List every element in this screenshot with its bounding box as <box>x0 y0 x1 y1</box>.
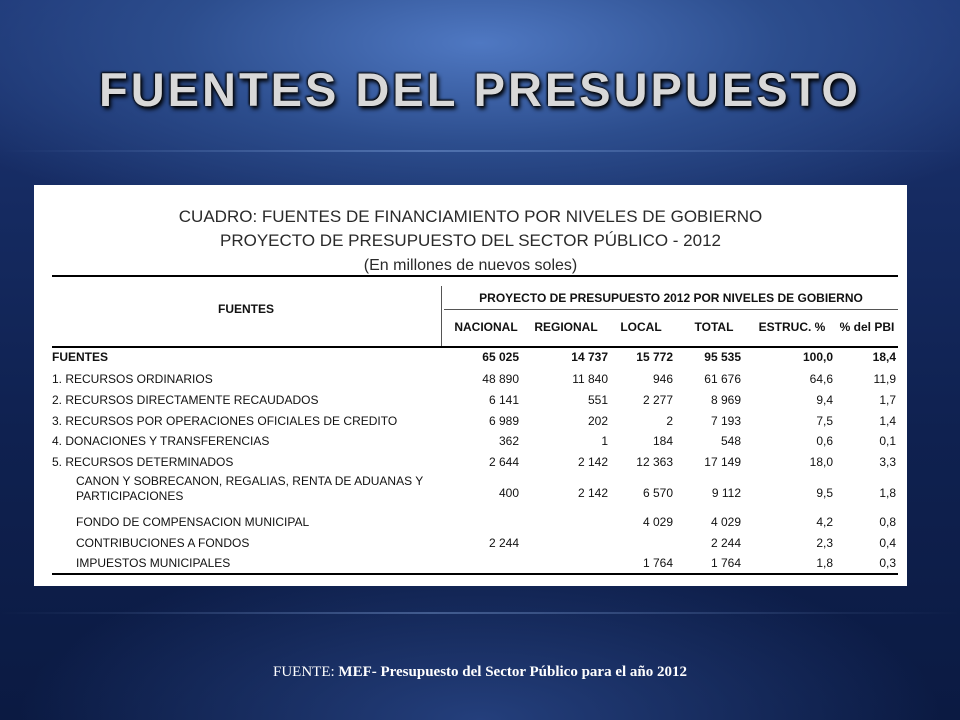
row-label: CONTRIBUCIONES A FONDOS <box>76 536 250 550</box>
cell-estruc: 9,5 <box>816 486 833 500</box>
cell-local: 15 772 <box>636 350 673 364</box>
cell-local: 184 <box>652 434 673 448</box>
cell-estruc: 100,0 <box>802 350 833 364</box>
cell-pbi: 0,4 <box>879 536 896 550</box>
group-header-rule <box>444 309 898 310</box>
cell-total: 4 029 <box>710 515 741 529</box>
row-label: IMPUESTOS MUNICIPALES <box>76 556 231 570</box>
cell-local: 6 570 <box>642 486 673 500</box>
cell-total: 2 244 <box>710 536 741 550</box>
row-label: CANON Y SOBRECANON, REGALIAS, RENTA DE ADUANAS Y PARTICIPACIONES <box>76 474 423 503</box>
cell-regional: 2 142 <box>577 486 608 500</box>
header-column-separator <box>441 286 442 346</box>
cell-local: 946 <box>652 372 673 386</box>
row-label: 3. RECURSOS POR OPERACIONES OFICIALES DE CREDITO <box>52 414 398 428</box>
row-label: 2. RECURSOS DIRECTAMENTE RECAUDADOS <box>52 393 319 407</box>
column-header-nacional: NACIONAL <box>454 320 518 334</box>
cell-estruc: 9,4 <box>816 393 833 407</box>
row-label: 4. DONACIONES Y TRANSFERENCIAS <box>52 434 270 448</box>
cell-local: 4 029 <box>642 515 673 529</box>
cell-nacional: 6 989 <box>488 414 519 428</box>
cell-nacional: 65 025 <box>482 350 519 364</box>
cell-estruc: 18,0 <box>809 455 833 469</box>
source-footer <box>0 664 960 681</box>
cell-pbi: 0,3 <box>879 556 896 570</box>
cell-total: 8 969 <box>710 393 741 407</box>
table-bottom-rule <box>52 573 898 575</box>
cell-nacional: 48 890 <box>482 372 519 386</box>
cell-estruc: 7,5 <box>816 414 833 428</box>
slide-title: FUENTES DEL PRESUPUESTO <box>99 63 861 116</box>
cell-pbi: 1,4 <box>879 414 896 428</box>
row-label: FONDO DE COMPENSACION MUNICIPAL <box>76 515 310 529</box>
cell-total: 7 193 <box>710 414 741 428</box>
source-prefix: FUENTE: <box>272 664 339 680</box>
cell-local: 1 764 <box>642 556 673 570</box>
cell-pbi: 1,8 <box>879 486 896 500</box>
cell-total: 548 <box>720 434 741 448</box>
cell-regional: 2 142 <box>577 455 608 469</box>
cell-estruc: 0,6 <box>816 434 833 448</box>
cell-local: 12 363 <box>636 455 673 469</box>
table-caption-line2: PROYECTO DE PRESUPUESTO DEL SECTOR PÚBLICO - 2012 <box>219 231 722 250</box>
cell-local: 2 <box>666 414 673 428</box>
column-header-total: TOTAL <box>694 320 734 334</box>
cell-total: 95 535 <box>704 350 741 364</box>
cell-total: 1 764 <box>710 556 741 570</box>
header-bottom-rule <box>52 346 898 348</box>
table-top-rule <box>52 275 898 277</box>
cell-pbi: 18,4 <box>872 350 896 364</box>
row-header: FUENTES <box>217 302 274 316</box>
background-streak <box>0 150 960 152</box>
cell-nacional: 400 <box>498 486 519 500</box>
column-header-pbi: % del PBI <box>839 320 895 334</box>
cell-pbi: 3,3 <box>879 455 896 469</box>
table-caption-line3: (En millones de nuevos soles) <box>363 257 578 274</box>
cell-estruc: 64,6 <box>809 372 833 386</box>
table-caption-line1: CUADRO: FUENTES DE FINANCIAMIENTO POR NIVELES DE GOBIERNO <box>178 207 763 226</box>
cell-regional: 202 <box>587 414 608 428</box>
cell-total: 9 112 <box>711 486 741 500</box>
group-header: PROYECTO DE PRESUPUESTO 2012 POR NIVELES DE GOBIERNO <box>479 291 863 305</box>
cell-pbi: 11,9 <box>873 372 896 386</box>
cell-nacional: 6 141 <box>488 393 519 407</box>
cell-regional: 14 737 <box>571 350 608 364</box>
cell-local: 2 277 <box>642 393 673 407</box>
cell-nacional: 362 <box>498 434 519 448</box>
cell-total: 61 676 <box>704 372 741 386</box>
row-label: FUENTES <box>52 350 109 364</box>
column-header-regional: REGIONAL <box>534 320 598 334</box>
cell-regional: 1 <box>601 434 608 448</box>
cell-pbi: 0,8 <box>879 515 896 529</box>
column-header-estruc: ESTRUC. % <box>758 320 826 334</box>
column-header-local: LOCAL <box>620 320 662 334</box>
cell-nacional: 2 244 <box>488 536 519 550</box>
source-text: MEF- Presupuesto del Sector Público para el año 2012 <box>338 664 688 680</box>
cell-estruc: 4,2 <box>816 515 833 529</box>
cell-estruc: 1,8 <box>816 556 833 570</box>
table-row <box>52 474 898 508</box>
cell-pbi: 0,1 <box>879 434 896 448</box>
cell-pbi: 1,7 <box>879 393 896 407</box>
cell-estruc: 2,3 <box>816 536 833 550</box>
cell-regional: 11 840 <box>572 372 608 386</box>
cell-regional: 551 <box>587 393 608 407</box>
cell-total: 17 149 <box>704 455 741 469</box>
background-streak <box>0 612 960 614</box>
cell-nacional: 2 644 <box>488 455 519 469</box>
row-label: 5. RECURSOS DETERMINADOS <box>52 455 234 469</box>
row-label: 1. RECURSOS ORDINARIOS <box>52 372 213 386</box>
